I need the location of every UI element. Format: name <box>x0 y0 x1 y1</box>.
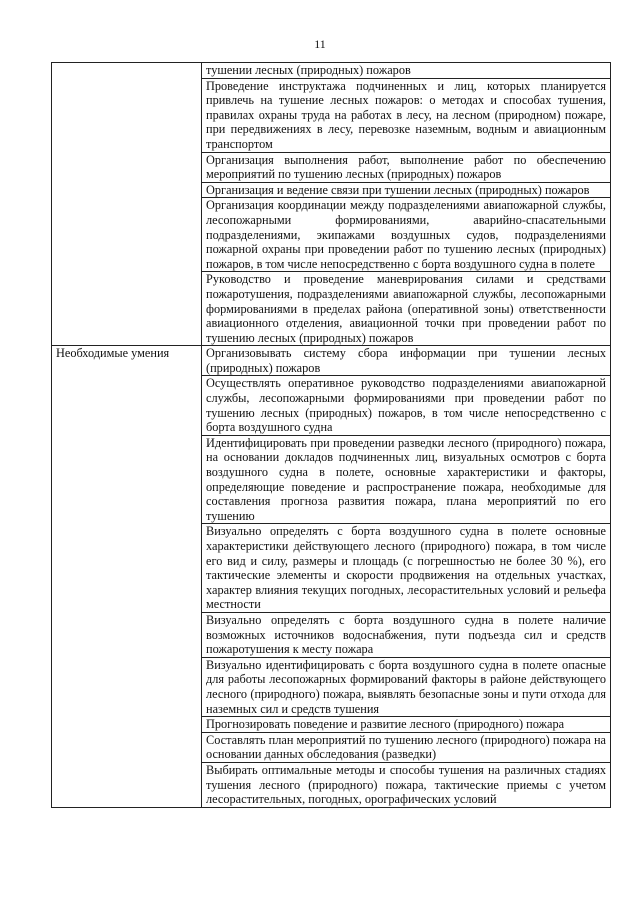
skill-item: Выбирать оптимальные методы и способы тушения на различных стадиях тушения лесного (природного) пожара, тактические приемы с учетом лесорастительных, погодных, орографических условий <box>202 762 611 807</box>
skill-item: Визуально определять с борта воздушного судна в полете основные характеристики действующего лесного (природного) пожара, в том числе его вид и силу, размеры и площадь (с погрешностью не более 30 %), его тактические элементы и скорости продвижения на отдельных участках, характер влияния текущих погодных, лесорастительных условий и рельефа местности <box>202 524 611 613</box>
action-item: тушении лесных (природных) пожаров <box>202 63 611 79</box>
label-cell-empty <box>52 63 202 346</box>
skills-label: Необходимые умения <box>52 346 202 807</box>
action-item: Руководство и проведение маневрирования силами и средствами пожаротушения, подразделениями авиапожарной службы, лесопожарными формированиями в пределах района (оперативной зоны) ответственности авиационного отделения, авиационной точки при проведении работ по тушению лесных (природных) пожаров <box>202 272 611 346</box>
skill-item: Визуально определять с борта воздушного судна в полете наличие возможных источников водоснабжения, пути подъезда сил и средств пожаротушения к месту пожара <box>202 612 611 657</box>
action-item: Организация выполнения работ, выполнение работ по обеспечению мероприятий по тушению лесных (природных) пожаров <box>202 152 611 182</box>
skill-item: Организовывать систему сбора информации при тушении лесных (природных) пожаров <box>202 346 611 376</box>
skill-item: Визуально идентифицировать с борта воздушного судна в полете опасные для работы лесопожарных формирований факторы в районе действующего лесного (природного) пожара, выявлять безопасные зоны и пути отхода для наземных сил и средств тушения <box>202 657 611 716</box>
action-item: Проведение инструктажа подчиненных и лиц, которых планируется привлечь на тушение лесных пожаров: о методах и способах тушения, правилах охраны труда на работах в лесу, на лесном (природном) пожаре, при передвижениях в лесу, перевозке наземным, водным и авиационным транспортом <box>202 78 611 152</box>
action-item: Организация и ведение связи при тушении лесных (природных) пожаров <box>202 182 611 198</box>
requirements-table <box>51 62 611 808</box>
skill-item: Прогнозировать поведение и развитие лесного (природного) пожара <box>202 717 611 733</box>
page-number: 11 <box>314 37 326 51</box>
table-row <box>52 63 611 79</box>
table-row <box>52 346 611 376</box>
skill-item: Составлять план мероприятий по тушению лесного (природного) пожара на основании данных обследования (разведки) <box>202 732 611 762</box>
skill-item: Осуществлять оперативное руководство подразделениями авиапожарной службы, лесопожарными формированиями при проведении работ по тушению лесных (природных) пожаров, в том числе непосредственно с борта воздушного судна <box>202 376 611 435</box>
action-item: Организация координации между подразделениями авиапожарной службы, лесопожарными формированиями, аварийно-спасательными подразделениями, экипажами воздушных судов, подразделениями пожарной охраны при проведении работ по тушению лесных (природных) пожаров, в том числе непосредственно с борта воздушного судна в полете <box>202 198 611 272</box>
skill-item: Идентифицировать при проведении разведки лесного (природного) пожара, на основании докладов подчиненных лиц, визуальных осмотров с борта воздушного судна в полете, основные характеристики и факторы, определяющие поведение и распространение пожара, необходимые для составления прогноза развития пожара, плана мероприятий по его тушению <box>202 435 611 524</box>
